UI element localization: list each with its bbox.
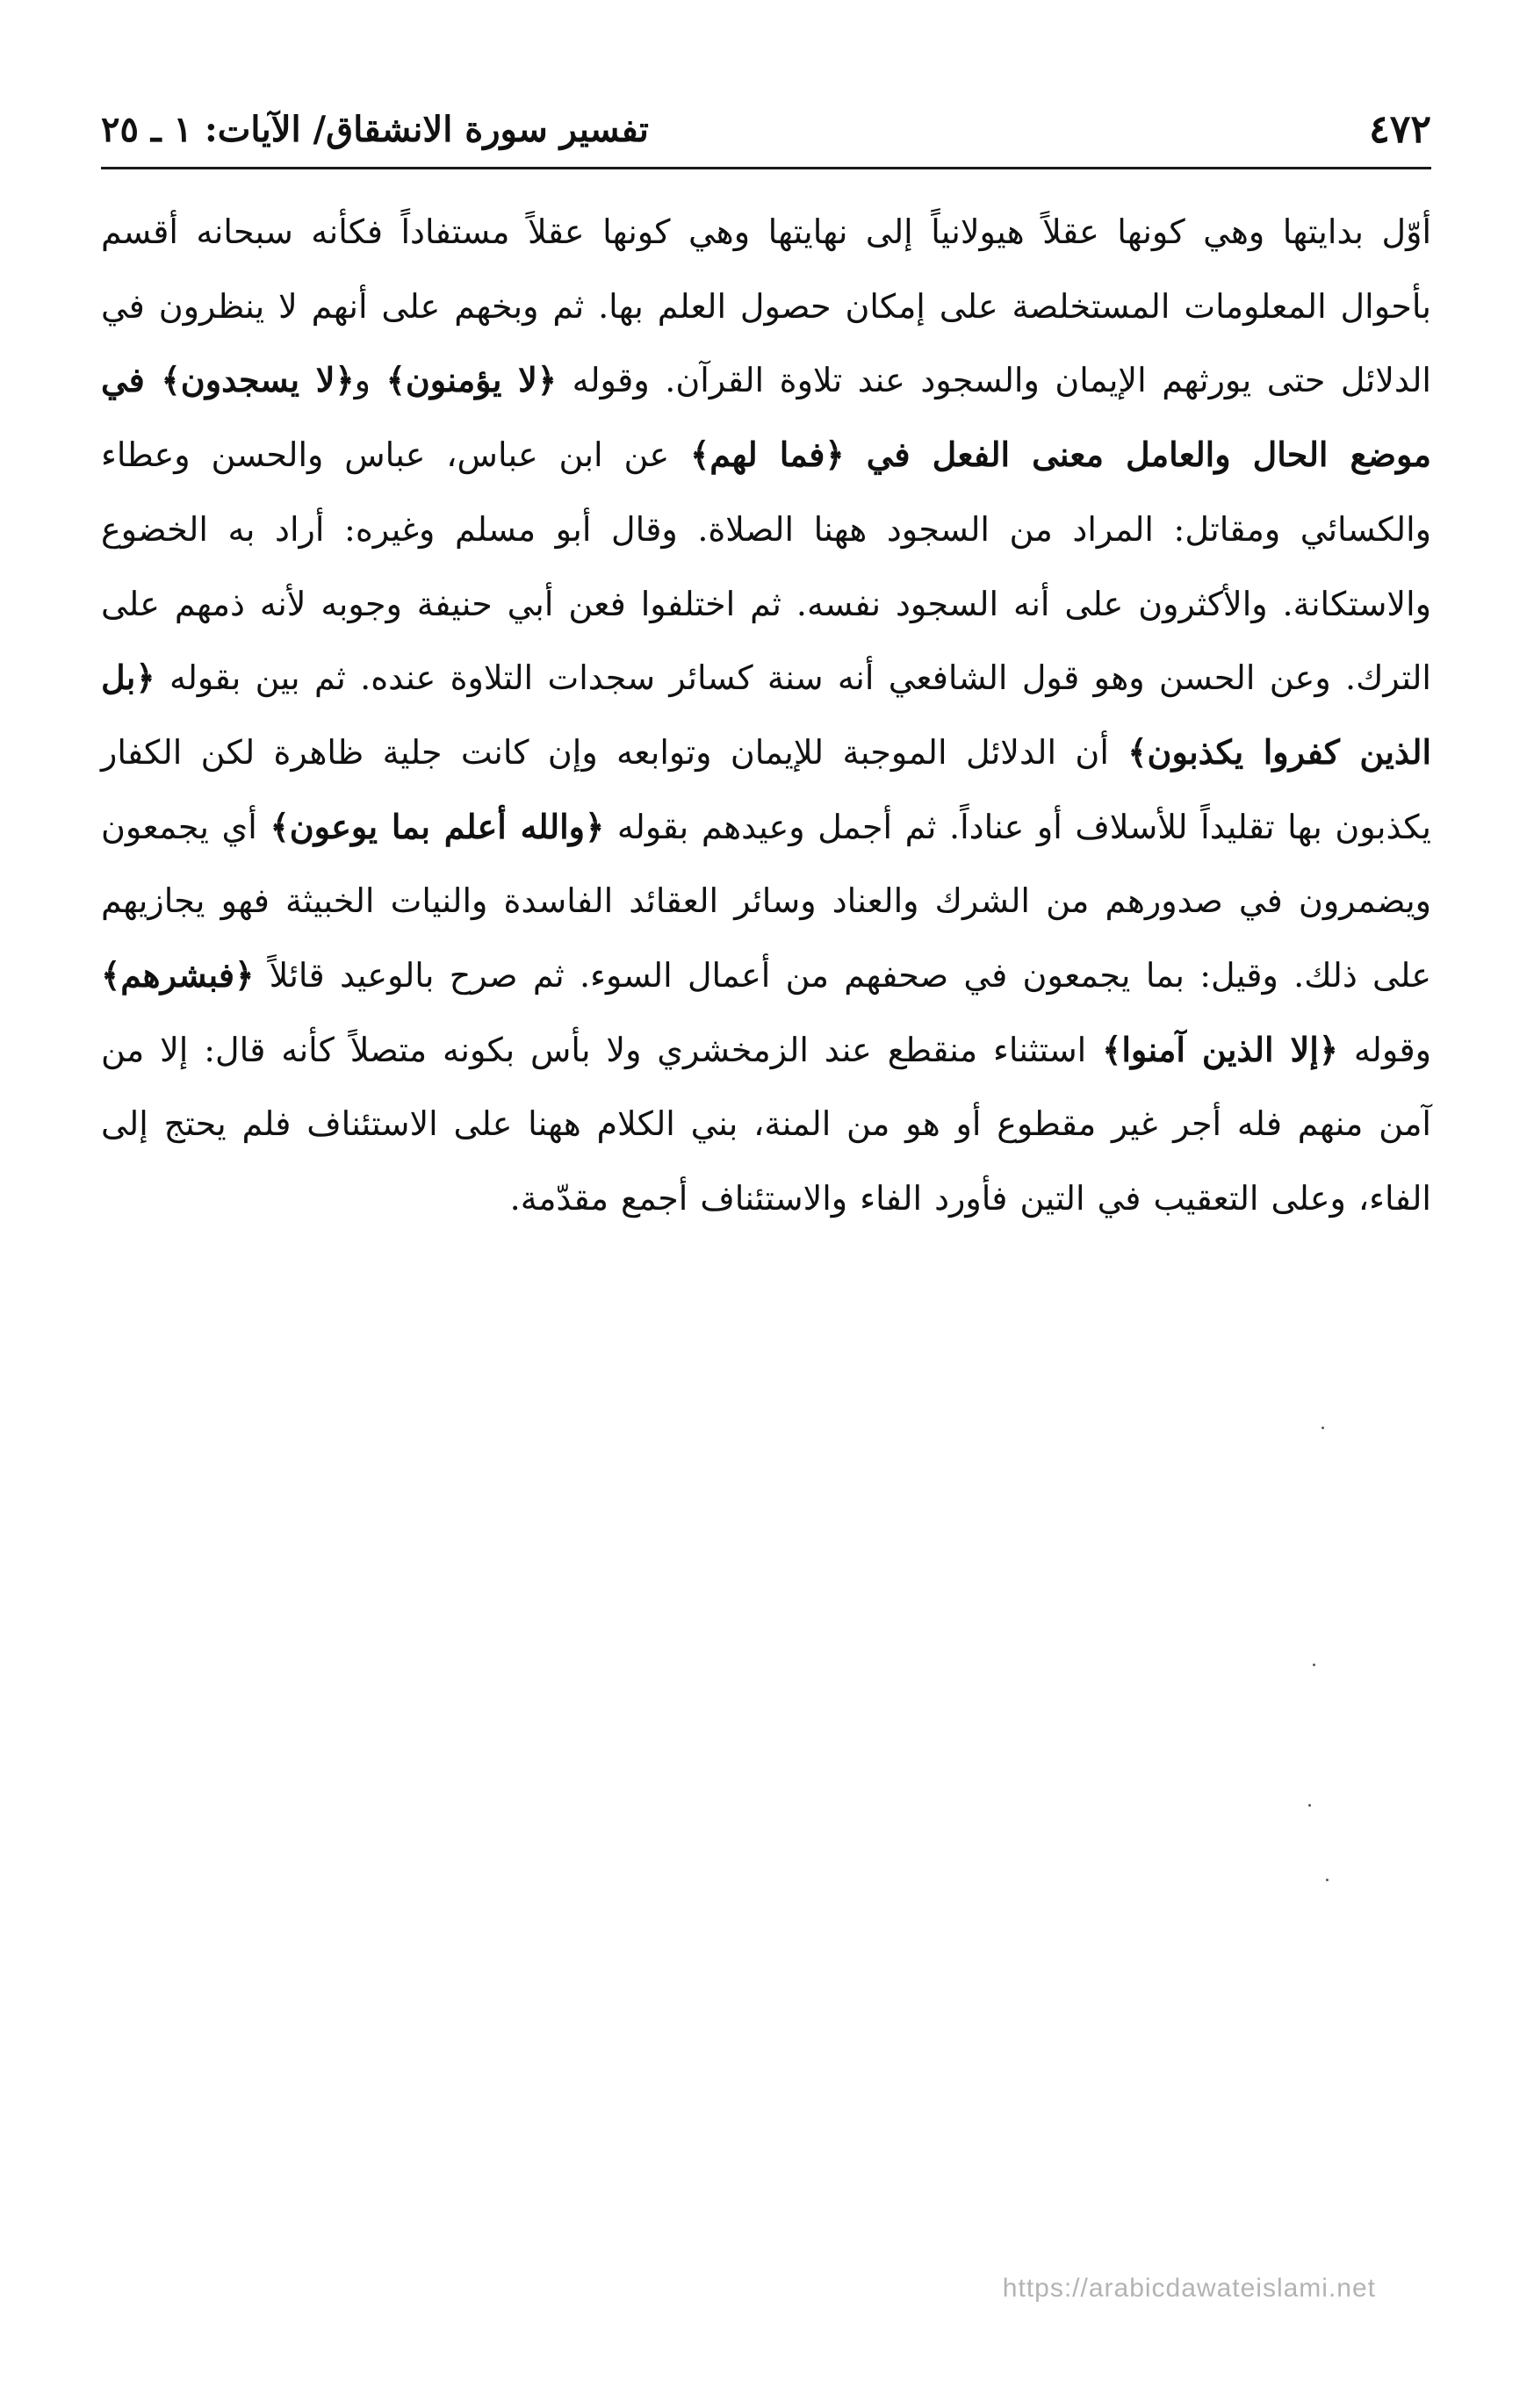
quran-quote: ﴿بل الذين كفروا يكذبون﴾ bbox=[101, 658, 1432, 772]
quran-quote: ﴿إلا الذين آمنوا﴾ bbox=[1102, 1029, 1339, 1069]
text-segment: وقوله bbox=[1338, 1030, 1431, 1069]
quran-quote: ﴿لا يؤمنون﴾ bbox=[385, 360, 558, 400]
scan-speck bbox=[1322, 1427, 1324, 1429]
running-title: تفسير سورة الانشقاق/ الآيات: ١ ـ ٢٥ bbox=[101, 109, 649, 150]
text-segment: و bbox=[354, 361, 386, 400]
quran-quote: ﴿لا يسجدون﴾ في موضع الحال والعامل معنى الفعل في ﴿فما لهم﴾ bbox=[101, 360, 1431, 475]
quran-quote: ﴿والله أعلم بما يوعون﴾ bbox=[270, 806, 605, 846]
text-segment: أن الدلائل الموجبة للإيمان وتوابعه وإن كانت جلية ظاهرة لكن الكفار يكذبون بها تقليداً للأسلاف أو عناداً. ثم أجمل وعيدهم بقوله bbox=[101, 732, 1431, 846]
text-segment: أوّل بدايتها وهي كونها عقلاً هيولانياً إلى نهايتها وهي كونها عقلاً مستفاداً فكأنه سبحانه أقسم بأحوال المعلومات المستخلصة على إمكان حصول العلم بها. ثم وبخهم على أنهم لا ينظرون في الدلائل حتى يورثهم الإيمان والسجود عند تلاوة القرآن. وقوله bbox=[101, 212, 1431, 400]
header-divider bbox=[101, 167, 1431, 169]
page-number: ٤٧٢ bbox=[1369, 107, 1431, 152]
text-segment: عن ابن عباس، عباس والحسن وعطاء والكسائي ومقاتل: المراد من السجود ههنا الصلاة. وقال أبو مسلم وغيره: أراد به الخضوع والاستكانة. والأكثرون على أنه السجود نفسه. ثم اختلفوا فعن أبي حنيفة وجوبه لأنه ذمهم على الترك. وعن الحسن وهو قول الشافعي أنه سنة كسائر سجدات التلاوة عنده. ثم بين بقوله bbox=[101, 435, 1431, 698]
text-segment: استثناء منقطع عند الزمخشري ولا بأس بكونه متصلاً كأنه قال: إلا من آمن منهم فله أجر غير مقطوع أو هو من المنة، بني الكلام ههنا على الاستئناف فلم يحتج إلى الفاء، وعلى التعقيب في التين فأورد الفاء والاستئناف أجمع مقدّمة. bbox=[101, 1030, 1431, 1218]
body-paragraph bbox=[101, 195, 1431, 1236]
source-watermark: https://arabicdawateislami.net bbox=[1002, 2274, 1376, 2303]
quran-quote: ﴿فبشرهم﴾ bbox=[101, 955, 255, 996]
scan-speck bbox=[1313, 1664, 1315, 1666]
scan-speck bbox=[1308, 1804, 1311, 1807]
scan-speck bbox=[1326, 1879, 1329, 1881]
page-header bbox=[101, 104, 1431, 158]
text-segment: أي يجمعون ويضمرون في صدورهم من الشرك والعناد وسائر العقائد الفاسدة والنيات الخبيثة فهو يجازيهم على ذلك. وقيل: بما يجمعون في صحفهم من أعمال السوء. ثم صرح بالوعيد قائلاً bbox=[101, 807, 1431, 996]
